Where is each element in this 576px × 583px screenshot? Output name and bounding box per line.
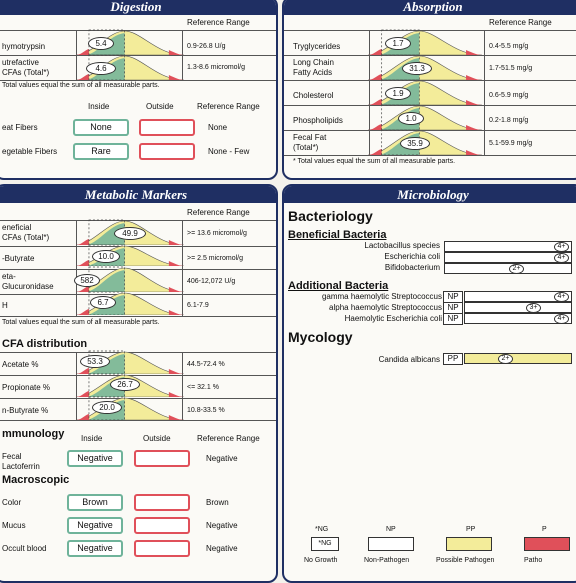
- chymotrypsin-label: hymotrypsin: [2, 42, 46, 51]
- mucus-outside: [134, 517, 190, 534]
- candida-label: Candida albicans: [378, 355, 440, 364]
- occult-blood-inside: Negative: [67, 540, 123, 557]
- occult-blood-ref: Negative: [206, 544, 238, 553]
- legend-p-box: [524, 537, 570, 551]
- phospholipids-range-curve: [368, 104, 482, 130]
- lactoferrin-ref: Negative: [206, 454, 238, 463]
- gamma-strep-tag: NP: [443, 291, 463, 303]
- beneficial-scfa-label2: CFAs (Total*): [2, 233, 50, 242]
- fecal-fat-label: Fecal Fat: [293, 133, 327, 142]
- color-ref: Brown: [206, 498, 229, 507]
- candida-bar: [464, 353, 572, 364]
- color-inside: Brown: [67, 494, 123, 511]
- immuno-col-ref: Reference Range: [197, 434, 260, 443]
- cholesterol-label: Cholesterol: [293, 91, 334, 100]
- beta-gluc-label2: Glucuronidase: [2, 282, 54, 291]
- gamma-strep-label: gamma haemolytic Streptococcus: [321, 292, 442, 301]
- color-label: Color: [2, 498, 22, 507]
- tryglycerides-value: 1.7: [385, 37, 411, 50]
- candida-tag: PP: [443, 353, 463, 365]
- bifido-bar: [444, 263, 572, 274]
- lactoferrin-label: Fecal: [2, 452, 22, 461]
- propionate-range: <= 32.1 %: [187, 384, 219, 391]
- putrefactive-value: 4.6: [86, 62, 116, 75]
- beneficial-scfa-range: >= 13.6 micromol/g: [187, 230, 247, 237]
- legend-np-code: NP: [386, 526, 396, 533]
- legend-pp-box: [446, 537, 492, 551]
- ph-label: H: [2, 301, 8, 310]
- mucus-label: Mucus: [2, 521, 26, 530]
- phospholipids-value: 1.0: [398, 112, 424, 125]
- legend-ng-box: *NG: [311, 537, 339, 551]
- lcfa-label2: Fatty Acids: [293, 68, 333, 77]
- putrefactive-range: 1.3-8.6 micromol/g: [187, 64, 245, 71]
- lactoferrin-outside: [134, 450, 190, 467]
- lactobacillus-label: Lactobacillus species: [364, 241, 440, 250]
- vegetable-fibers-ref: None - Few: [208, 147, 250, 156]
- meat-fibers-ref: None: [208, 123, 228, 132]
- fecal-fat-range: 5.1-59.9 mg/g: [489, 140, 533, 147]
- digestion-panel: [0, 0, 278, 180]
- beneficial-scfa-label: eneficial: [2, 223, 32, 232]
- digestion-col-inside: Inside: [88, 102, 110, 111]
- tryglycerides-range: 0.4-5.5 mg/g: [489, 43, 529, 50]
- n-butyrate-value: 10.0: [92, 250, 120, 263]
- putrefactive-label: utrefactive: [2, 58, 39, 67]
- lcfa-value: 31.3: [402, 62, 432, 75]
- butyrate-pct-value: 20.0: [92, 401, 122, 414]
- ph-range: 6.1-7.9: [187, 302, 209, 309]
- lcfa-label: Long Chain: [293, 58, 334, 67]
- scfa-distribution-title: CFA distribution: [2, 338, 88, 350]
- beneficial-bacteria-title: Beneficial Bacteria: [288, 229, 387, 241]
- absorption-ref-header: Reference Range: [489, 18, 552, 27]
- legend-pp-code: PP: [466, 526, 476, 533]
- candida-grade: 2+: [498, 354, 513, 364]
- meat-fibers-label: eat Fibers: [2, 123, 38, 132]
- propionate-label: Propionate %: [2, 383, 51, 392]
- alpha-strep-bar: [464, 302, 572, 313]
- legend-p-label: Patho: [524, 557, 543, 564]
- chymotrypsin-range: 0.9-26.8 U/g: [187, 43, 226, 50]
- bacteriology-title: Bacteriology: [288, 208, 373, 224]
- bifido-grade: 2+: [509, 264, 524, 274]
- vegetable-fibers-inside: Rare: [73, 143, 129, 160]
- meat-fibers-outside: [139, 119, 195, 136]
- legend-np-label: Non-Pathogen: [364, 557, 410, 564]
- haem-ecoli-tag: NP: [443, 313, 463, 325]
- acetate-value: 53.3: [80, 355, 110, 368]
- mucus-inside: Negative: [67, 517, 123, 534]
- phospholipids-range: 0.2-1.8 mg/g: [489, 117, 529, 124]
- beta-gluc-label: eta-: [2, 272, 16, 281]
- putrefactive-label2: CFAs (Total*): [2, 68, 50, 77]
- color-outside: [134, 494, 190, 511]
- meat-fibers-inside: None: [73, 119, 129, 136]
- chymotrypsin-value: 5.4: [88, 37, 114, 50]
- legend-p-code: P: [542, 526, 547, 533]
- macroscopic-title: Macroscopic: [2, 474, 70, 486]
- cholesterol-range: 0.6-5.9 mg/g: [489, 92, 529, 99]
- additional-bacteria-title: Additional Bacteria: [288, 280, 389, 292]
- propionate-value: 26.7: [110, 378, 140, 391]
- absorption-title: Absorption: [284, 0, 576, 15]
- haem-ecoli-grade: 4+: [554, 314, 569, 324]
- n-butyrate-range: >= 2.5 micromol/g: [187, 255, 244, 262]
- mycology-title: Mycology: [288, 329, 353, 345]
- ecoli-label: Escherichia coli: [384, 252, 440, 261]
- legend-ng-code: *NG: [315, 526, 329, 533]
- ecoli-bar: [444, 252, 572, 263]
- microbiology-title: Microbiology: [284, 186, 576, 203]
- bifido-label: Bifidobacterium: [384, 263, 440, 272]
- mucus-ref: Negative: [206, 521, 238, 530]
- alpha-strep-tag: NP: [443, 302, 463, 314]
- vegetable-fibers-label: egetable Fibers: [2, 147, 58, 156]
- digestion-ref-header: Reference Range: [187, 18, 250, 27]
- digestion-col-outside: Outside: [146, 102, 174, 111]
- alpha-strep-grade: 3+: [526, 303, 541, 313]
- vegetable-fibers-outside: [139, 143, 195, 160]
- beneficial-scfa-value: 49.9: [114, 227, 146, 240]
- ecoli-grade: 4+: [554, 253, 569, 263]
- metabolic-note: Total values equal the sum of all measurable parts.: [2, 319, 160, 326]
- beta-gluc-range: 406-12,072 U/g: [187, 278, 236, 285]
- butyrate-pct-range: 10.8-33.5 %: [187, 407, 225, 414]
- immunology-title: mmunology: [2, 428, 65, 440]
- fecal-fat-value: 35.9: [400, 137, 430, 150]
- n-butyrate-label: -Butyrate: [2, 254, 35, 263]
- haem-ecoli-label: Haemolytic Escherichia coli: [344, 314, 442, 323]
- lcfa-range: 1.7-51.5 mg/g: [489, 65, 533, 72]
- cholesterol-value: 1.9: [385, 87, 411, 100]
- legend-np-box: [368, 537, 414, 551]
- legend-ng-label: No Growth: [304, 557, 338, 564]
- phospholipids-label: Phospholipids: [293, 116, 343, 125]
- immuno-col-inside: Inside: [81, 434, 103, 443]
- ph-value: 6.7: [90, 296, 116, 309]
- lactobacillus-bar: [444, 241, 572, 252]
- occult-blood-outside: [134, 540, 190, 557]
- metabolic-title: Metabolic Markers: [0, 186, 276, 203]
- lactobacillus-grade: 4+: [554, 242, 569, 252]
- absorption-note: * Total values equal the sum of all measurable parts.: [293, 158, 456, 165]
- lactoferrin-inside: Negative: [67, 450, 123, 467]
- tryglycerides-label: Tryglycerides: [293, 42, 341, 51]
- butyrate-pct-label: n-Butyrate %: [2, 406, 49, 415]
- digestion-note: Total values equal the sum of all measurable parts.: [2, 82, 160, 89]
- alpha-strep-label: alpha haemolytic Streptococcus: [329, 303, 442, 312]
- lactoferrin-label2: Lactoferrin: [2, 462, 40, 471]
- digestion-col-ref: Reference Range: [197, 102, 260, 111]
- metabolic-ref-header: Reference Range: [187, 208, 250, 217]
- immuno-col-outside: Outside: [143, 434, 171, 443]
- digestion-title: Digestion: [0, 0, 276, 15]
- occult-blood-label: Occult blood: [2, 544, 47, 553]
- gamma-strep-grade: 4+: [554, 292, 569, 302]
- fecal-fat-label2: (Total*): [293, 143, 319, 152]
- acetate-range: 44.5-72.4 %: [187, 361, 225, 368]
- microbiology-panel: [282, 184, 576, 583]
- legend-pp-label: Possible Pathogen: [436, 557, 495, 564]
- beta-gluc-value: 582: [74, 274, 100, 287]
- acetate-label: Acetate %: [2, 360, 39, 369]
